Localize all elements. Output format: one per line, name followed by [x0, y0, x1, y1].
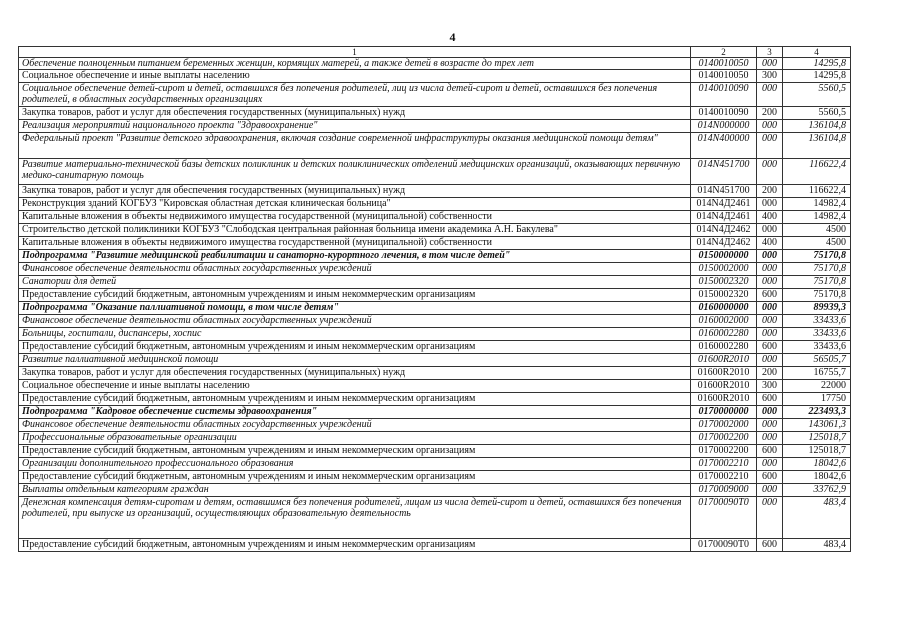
row-type-cell: 000 [757, 120, 783, 133]
row-sum-cell: 33433,6 [783, 341, 851, 354]
row-sum-cell: 125018,7 [783, 445, 851, 458]
row-code-cell: 0140010090 [691, 107, 757, 120]
row-sum-cell: 223493,3 [783, 406, 851, 419]
row-code-cell: 0140010090 [691, 83, 757, 107]
row-sum-cell: 125018,7 [783, 432, 851, 445]
table-row [19, 367, 851, 380]
column-header: 2 [691, 47, 757, 58]
table-row [19, 380, 851, 393]
table-row [19, 445, 851, 458]
table-row [19, 107, 851, 120]
row-type-cell: 400 [757, 211, 783, 224]
row-type-cell: 600 [757, 471, 783, 484]
row-name-cell: Подпрограмма "Развитие медицинской реабилитации и санаторно-курортного лечения, в том числе детей" [19, 250, 691, 263]
row-name-cell: Социальное обеспечение и иные выплаты населению [19, 70, 691, 83]
row-name-cell: Реализация мероприятий национального проекта "Здравоохранение" [19, 120, 691, 133]
table-row [19, 70, 851, 83]
row-name-cell: Закупка товаров, работ и услуг для обеспечения государственных (муниципальных) нужд [19, 107, 691, 120]
row-type-cell: 600 [757, 539, 783, 552]
row-type-cell: 000 [757, 432, 783, 445]
row-name-cell: Финансовое обеспечение деятельности областных государственных учреждений [19, 263, 691, 276]
row-sum-cell: 16755,7 [783, 367, 851, 380]
row-name-cell: Санатории для детей [19, 276, 691, 289]
budget-table [18, 46, 851, 552]
row-sum-cell: 116622,4 [783, 159, 851, 185]
row-name-cell: Организации дополнительного профессионального образования [19, 458, 691, 471]
row-type-cell: 000 [757, 406, 783, 419]
row-sum-cell: 14295,8 [783, 70, 851, 83]
row-sum-cell: 5560,5 [783, 107, 851, 120]
row-name-cell: Подпрограмма "Кадровое обеспечение системы здравоохранения" [19, 406, 691, 419]
row-type-cell: 000 [757, 354, 783, 367]
table-row [19, 159, 851, 185]
column-header: 3 [757, 47, 783, 58]
row-sum-cell: 75170,8 [783, 276, 851, 289]
row-code-cell: 014N451700 [691, 185, 757, 198]
row-name-cell: Социальное обеспечение детей-сирот и детей, оставшихся без попечения родителей, лиц из числа детей-сирот и детей, оставшихся без попечения родителей, в областных государственных организациях [19, 83, 691, 107]
row-sum-cell: 75170,8 [783, 250, 851, 263]
table-row [19, 471, 851, 484]
row-type-cell: 000 [757, 250, 783, 263]
table-row [19, 289, 851, 302]
page-number: 4 [449, 30, 456, 44]
table-row [19, 497, 851, 539]
row-type-cell: 000 [757, 419, 783, 432]
row-sum-cell: 14295,8 [783, 58, 851, 70]
row-type-cell: 600 [757, 289, 783, 302]
row-type-cell: 000 [757, 58, 783, 70]
table-row [19, 539, 851, 552]
row-code-cell: 0170002000 [691, 419, 757, 432]
table-row [19, 120, 851, 133]
row-type-cell: 300 [757, 70, 783, 83]
row-name-cell: Предоставление субсидий бюджетным, автономным учреждениям и иным некоммерческим организациям [19, 289, 691, 302]
row-code-cell: 01600R2010 [691, 367, 757, 380]
row-sum-cell: 18042,6 [783, 458, 851, 471]
table-row [19, 83, 851, 107]
row-sum-cell: 143061,3 [783, 419, 851, 432]
row-code-cell: 01600R2010 [691, 380, 757, 393]
table-row [19, 133, 851, 159]
row-sum-cell: 136104,8 [783, 120, 851, 133]
row-sum-cell: 89939,3 [783, 302, 851, 315]
row-code-cell: 014N000000 [691, 120, 757, 133]
row-sum-cell: 5560,5 [783, 83, 851, 107]
row-code-cell: 0160002280 [691, 328, 757, 341]
row-type-cell: 600 [757, 341, 783, 354]
row-sum-cell: 22000 [783, 380, 851, 393]
row-type-cell: 400 [757, 237, 783, 250]
row-type-cell: 000 [757, 224, 783, 237]
row-name-cell: Выплаты отдельным категориям граждан [19, 484, 691, 497]
row-type-cell: 600 [757, 393, 783, 406]
row-type-cell: 000 [757, 302, 783, 315]
row-sum-cell: 136104,8 [783, 133, 851, 159]
row-sum-cell: 14982,4 [783, 198, 851, 211]
row-code-cell: 01700090Т0 [691, 539, 757, 552]
row-type-cell: 300 [757, 380, 783, 393]
row-code-cell: 01600R2010 [691, 393, 757, 406]
row-name-cell: Предоставление субсидий бюджетным, автономным учреждениям и иным некоммерческим организациям [19, 393, 691, 406]
row-name-cell: Закупка товаров, работ и услуг для обеспечения государственных (муниципальных) нужд [19, 367, 691, 380]
row-type-cell: 000 [757, 159, 783, 185]
row-code-cell: 0150002000 [691, 263, 757, 276]
row-sum-cell: 75170,8 [783, 289, 851, 302]
row-code-cell: 0170000000 [691, 406, 757, 419]
table-row [19, 315, 851, 328]
row-type-cell: 000 [757, 263, 783, 276]
row-name-cell: Предоставление субсидий бюджетным, автономным учреждениям и иным некоммерческим организациям [19, 539, 691, 552]
row-code-cell: 0140010050 [691, 70, 757, 83]
row-code-cell: 01600R2010 [691, 354, 757, 367]
row-type-cell: 000 [757, 83, 783, 107]
row-type-cell: 000 [757, 315, 783, 328]
row-code-cell: 0160002000 [691, 315, 757, 328]
table-row [19, 276, 851, 289]
row-code-cell: 0150002320 [691, 289, 757, 302]
table-row [19, 198, 851, 211]
row-code-cell: 014N451700 [691, 159, 757, 185]
table-row [19, 419, 851, 432]
row-name-cell: Подпрограмма "Оказание паллиативной помощи, в том числе детям" [19, 302, 691, 315]
row-name-cell: Предоставление субсидий бюджетным, автономным учреждениям и иным некоммерческим организациям [19, 445, 691, 458]
table-row [19, 458, 851, 471]
row-name-cell: Предоставление субсидий бюджетным, автономным учреждениям и иным некоммерческим организациям [19, 471, 691, 484]
table-row [19, 354, 851, 367]
row-name-cell: Финансовое обеспечение деятельности областных государственных учреждений [19, 315, 691, 328]
row-sum-cell: 33762,9 [783, 484, 851, 497]
row-sum-cell: 75170,8 [783, 263, 851, 276]
row-sum-cell: 33433,6 [783, 315, 851, 328]
table-row [19, 341, 851, 354]
row-code-cell: 0170002210 [691, 471, 757, 484]
row-code-cell: 01700090Т0 [691, 497, 757, 539]
row-name-cell: Предоставление субсидий бюджетным, автономным учреждениям и иным некоммерческим организациям [19, 341, 691, 354]
row-type-cell: 200 [757, 367, 783, 380]
row-code-cell: 0150002320 [691, 276, 757, 289]
table-row [19, 302, 851, 315]
row-code-cell: 0160000000 [691, 302, 757, 315]
row-code-cell: 014N4Д2461 [691, 198, 757, 211]
row-sum-cell: 483,4 [783, 539, 851, 552]
table-row [19, 237, 851, 250]
table-header-row [19, 47, 851, 58]
row-type-cell: 000 [757, 328, 783, 341]
row-name-cell: Денежная компенсация детям-сиротам и детям, оставшимся без попечения родителей, лицам из числа детей-сирот и детей, оставшихся без попечения родителей, при выпуске из организаций, осуществляющих образовательную деятельность [19, 497, 691, 539]
row-sum-cell: 56505,7 [783, 354, 851, 367]
table-row [19, 484, 851, 497]
row-name-cell: Реконструкция зданий КОГБУЗ "Кировская областная детская клиническая больница" [19, 198, 691, 211]
table-row [19, 263, 851, 276]
row-type-cell: 200 [757, 185, 783, 198]
row-name-cell: Строительство детской поликлиники КОГБУЗ "Слободская центральная районная больница имени академика А.Н. Бакулева" [19, 224, 691, 237]
table-row [19, 328, 851, 341]
row-name-cell: Капитальные вложения в объекты недвижимого имущества государственной (муниципальной) собственности [19, 211, 691, 224]
row-name-cell: Финансовое обеспечение деятельности областных государственных учреждений [19, 419, 691, 432]
row-sum-cell: 33433,6 [783, 328, 851, 341]
row-name-cell: Развитие паллиативной медицинской помощи [19, 354, 691, 367]
table-row [19, 58, 851, 70]
table-row [19, 250, 851, 263]
row-code-cell: 0170002200 [691, 432, 757, 445]
table-row [19, 211, 851, 224]
table-row [19, 432, 851, 445]
row-name-cell: Развитие материально-технической базы детских поликлиник и детских поликлинических отделений медицинских организаций, оказывающих первичную медико-санитарную помощь [19, 159, 691, 185]
row-sum-cell: 4500 [783, 237, 851, 250]
row-name-cell: Профессиональные образовательные организации [19, 432, 691, 445]
row-type-cell: 000 [757, 497, 783, 539]
row-sum-cell: 18042,6 [783, 471, 851, 484]
row-name-cell: Закупка товаров, работ и услуг для обеспечения государственных (муниципальных) нужд [19, 185, 691, 198]
row-type-cell: 600 [757, 445, 783, 458]
row-code-cell: 0170009000 [691, 484, 757, 497]
row-code-cell: 0140010050 [691, 58, 757, 70]
row-sum-cell: 116622,4 [783, 185, 851, 198]
row-code-cell: 014N4Д2461 [691, 211, 757, 224]
row-name-cell: Капитальные вложения в объекты недвижимого имущества государственной (муниципальной) собственности [19, 237, 691, 250]
row-type-cell: 000 [757, 484, 783, 497]
row-type-cell: 200 [757, 107, 783, 120]
row-name-cell: Социальное обеспечение и иные выплаты населению [19, 380, 691, 393]
row-name-cell: Больницы, госпитали, диспансеры, хоспис [19, 328, 691, 341]
row-name-cell: Обеспечение полноценным питанием беременных женщин, кормящих матерей, а также детей в возрасте до трех лет [19, 58, 691, 70]
row-sum-cell: 4500 [783, 224, 851, 237]
row-sum-cell: 483,4 [783, 497, 851, 539]
row-sum-cell: 17750 [783, 393, 851, 406]
row-type-cell: 000 [757, 198, 783, 211]
table-row [19, 185, 851, 198]
row-type-cell: 000 [757, 458, 783, 471]
row-code-cell: 0150000000 [691, 250, 757, 263]
row-code-cell: 0160002280 [691, 341, 757, 354]
row-code-cell: 014N4Д2462 [691, 237, 757, 250]
column-header: 4 [783, 47, 851, 58]
row-type-cell: 000 [757, 276, 783, 289]
row-name-cell: Федеральный проект "Развитие детского здравоохранения, включая создание современной инфраструктуры оказания медицинской помощи детям" [19, 133, 691, 159]
table-row [19, 393, 851, 406]
row-code-cell: 014N400000 [691, 133, 757, 159]
row-code-cell: 0170002200 [691, 445, 757, 458]
row-type-cell: 000 [757, 133, 783, 159]
table-row [19, 406, 851, 419]
row-sum-cell: 14982,4 [783, 211, 851, 224]
row-code-cell: 014N4Д2462 [691, 224, 757, 237]
row-code-cell: 0170002210 [691, 458, 757, 471]
table-row [19, 224, 851, 237]
column-header: 1 [19, 47, 691, 58]
